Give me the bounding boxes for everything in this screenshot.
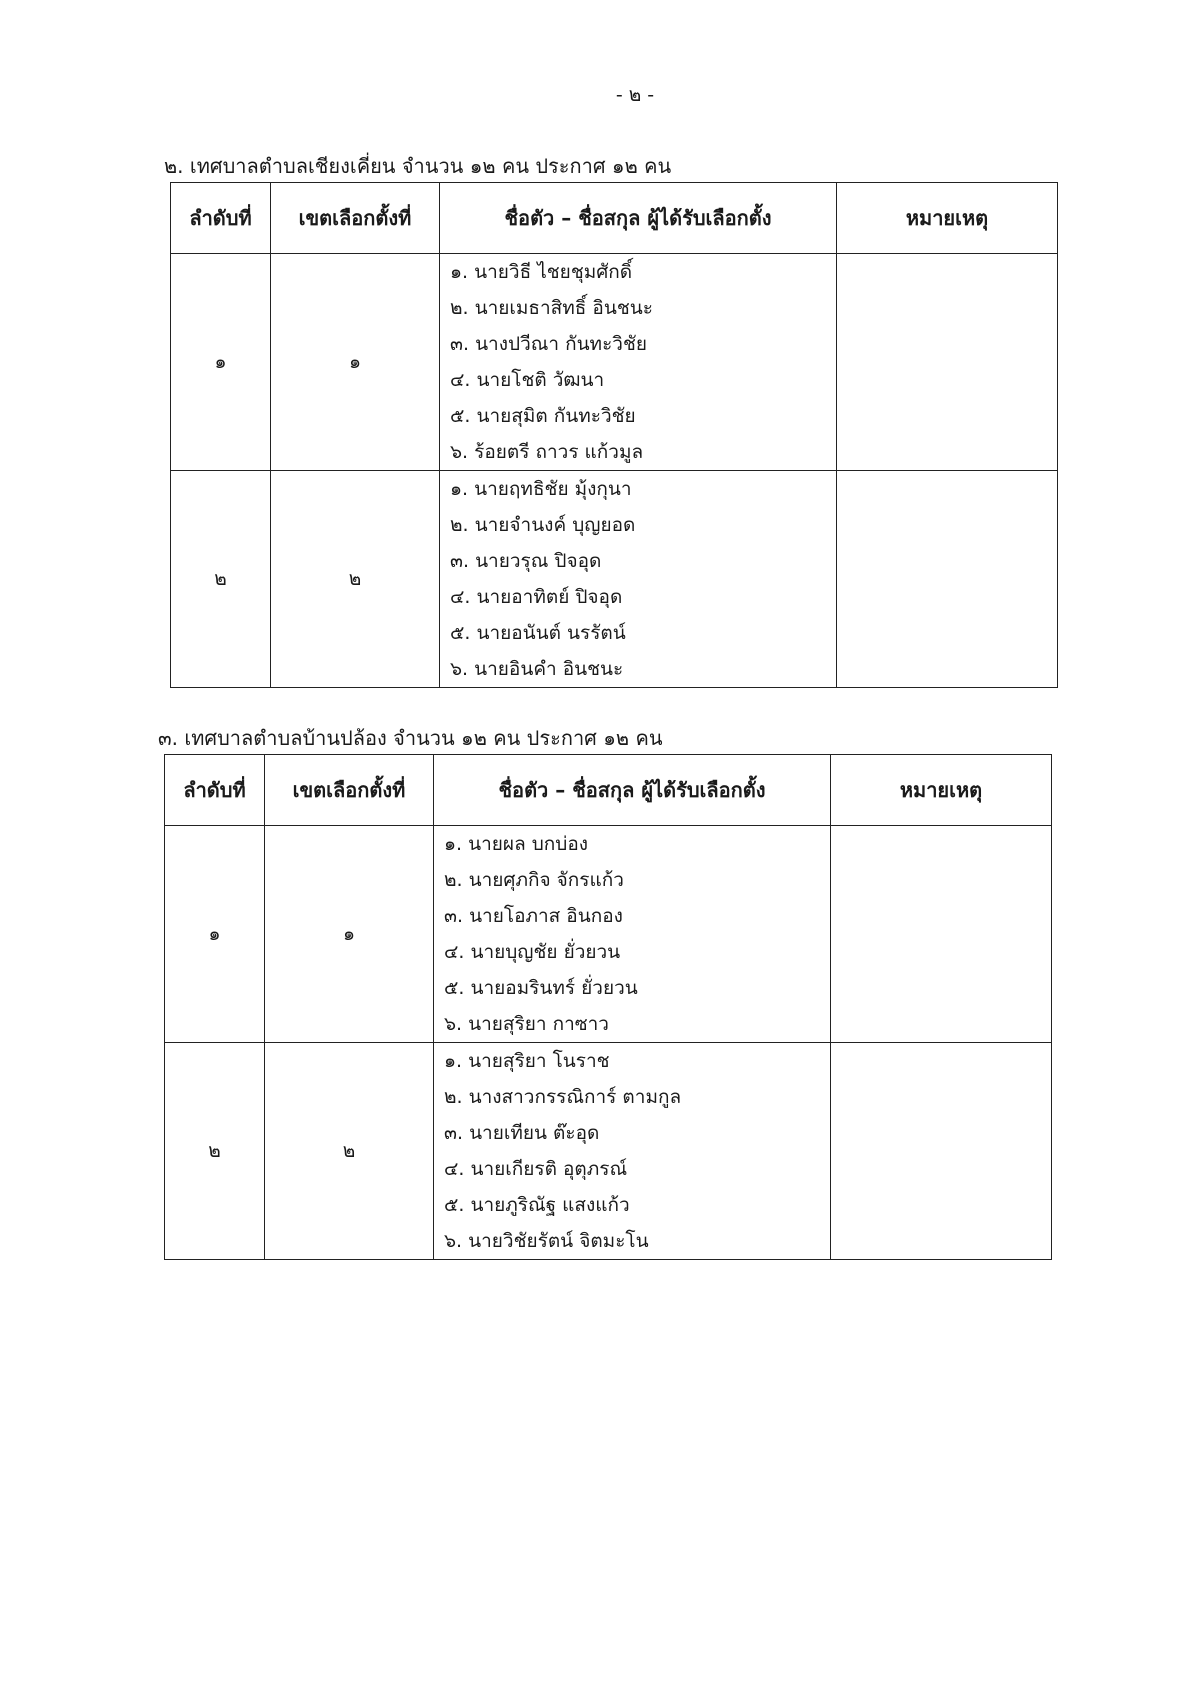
district-cell: ๒ (271, 471, 440, 688)
column-header-names: ชื่อตัว – ชื่อสกุล ผู้ได้รับเลือกตั้ง (440, 183, 837, 254)
table-header-row (165, 755, 1052, 826)
member-name: ๕. นายอมรินทร์ ยั่วยวน (444, 977, 638, 999)
table-row (165, 826, 1052, 1043)
column-header-order: ลำดับที่ (171, 183, 271, 254)
member-name: ๑. นายฤทธิชัย มุ้งกุนา (450, 478, 632, 500)
table-row (171, 471, 1058, 688)
table-row (171, 254, 1058, 471)
member-name: ๖. นายวิชัยรัตน์ จิตมะโน (444, 1230, 649, 1252)
order-cell: ๒ (171, 471, 271, 688)
column-header-names: ชื่อตัว – ชื่อสกุล ผู้ได้รับเลือกตั้ง (434, 755, 831, 826)
member-name: ๒. นายศุภกิจ จักรแก้ว (444, 869, 624, 891)
remark-cell (831, 826, 1052, 1043)
page-number: - ๒ - (615, 84, 655, 106)
column-header-district: เขตเลือกตั้งที่ (271, 183, 440, 254)
member-name: ๒. นายเมธาสิทธิ์ อินชนะ (450, 297, 653, 319)
member-name: ๓. นายวรุณ ปิจอุด (450, 550, 602, 572)
member-name: ๒. นางสาวกรรณิการ์ ตามกูล (444, 1086, 682, 1108)
member-name: ๑. นายวิธี ไชยชุมศักดิ์ (450, 261, 633, 283)
district-cell: ๒ (265, 1043, 434, 1260)
member-name: ๖. นายอินคำ อินชนะ (450, 658, 624, 680)
table-header-row (171, 183, 1058, 254)
member-name: ๖. นายสุริยา กาซาว (444, 1013, 609, 1035)
order-cell: ๑ (165, 826, 265, 1043)
remark-cell (837, 254, 1058, 471)
column-header-remark: หมายเหตุ (837, 183, 1058, 254)
column-header-district: เขตเลือกตั้งที่ (265, 755, 434, 826)
column-header-order: ลำดับที่ (165, 755, 265, 826)
member-name: ๔. นายอาทิตย์ ปิจอุด (450, 586, 623, 608)
member-name: ๒. นายจำนงค์ บุญยอด (450, 514, 636, 536)
remark-cell (837, 471, 1058, 688)
member-name: ๔. นายโชติ วัฒนา (450, 369, 605, 391)
names-cell (434, 826, 831, 1043)
remark-cell (831, 1043, 1052, 1260)
district-cell: ๑ (271, 254, 440, 471)
order-cell: ๒ (165, 1043, 265, 1260)
member-name: ๔. นายบุญชัย ยั่วยวน (444, 941, 621, 963)
district-cell: ๑ (265, 826, 434, 1043)
results-table (170, 182, 1058, 688)
names-cell (434, 1043, 831, 1260)
section-title: ๒. เทศบาลตำบลเชียงเคี่ยน จำนวน ๑๒ คน ประกาศ ๑๒ คน (164, 154, 672, 178)
table-row (165, 1043, 1052, 1260)
section-title: ๓. เทศบาลตำบลบ้านปล้อง จำนวน ๑๒ คน ประกาศ ๑๒ คน (158, 726, 663, 750)
column-header-remark: หมายเหตุ (831, 755, 1052, 826)
member-name: ๕. นายอนันต์ นรรัตน์ (450, 622, 626, 644)
member-name: ๑. นายผล บกบ่อง (444, 833, 589, 855)
member-name: ๕. นายสุมิต กันทะวิชัย (450, 405, 636, 427)
member-name: ๖. ร้อยตรี ถาวร แก้วมูล (450, 441, 644, 463)
names-cell (440, 254, 837, 471)
results-table (164, 754, 1052, 1260)
order-cell: ๑ (171, 254, 271, 471)
member-name: ๓. นายเทียน ต๊ะอุด (444, 1122, 600, 1144)
member-name: ๕. นายภูริณัฐ แสงแก้ว (444, 1194, 630, 1216)
member-name: ๓. นายโอภาส อินกอง (444, 905, 623, 927)
names-cell (440, 471, 837, 688)
member-name: ๑. นายสุริยา โนราช (444, 1050, 610, 1072)
member-name: ๔. นายเกียรติ อุตุภรณ์ (444, 1158, 628, 1180)
member-name: ๓. นางปวีณา กันทะวิชัย (450, 333, 647, 355)
